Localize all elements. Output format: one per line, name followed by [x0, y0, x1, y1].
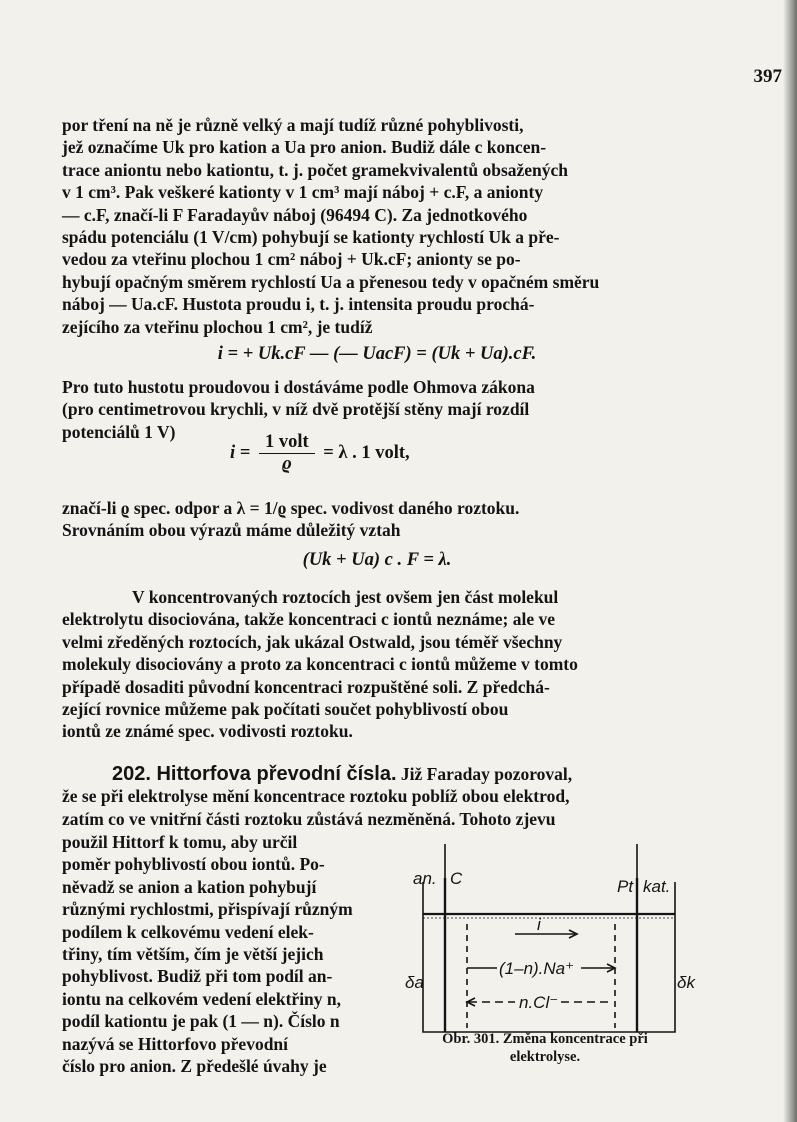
equation-lhs: i = — [230, 442, 251, 463]
label-anion: n.Cl⁻ — [519, 993, 559, 1012]
label-cathode: kat. — [643, 877, 671, 896]
text-line: podíl kationtu je pak (1 — n). Číslo n — [62, 1011, 340, 1032]
label-current: i — [537, 915, 541, 934]
text-line: použil Hittorf k tomu, aby určil — [62, 832, 298, 852]
label-anode: an. — [413, 869, 437, 888]
text-line: značí-li ϱ spec. odpor a λ = 1/ϱ spec. vodivost daného roztoku. — [62, 498, 520, 518]
text-line: por tření na ně je různě velký a mají tudíž různé pohyblivosti, — [62, 115, 524, 135]
fraction — [259, 432, 315, 475]
text-line: vedou za vteřinu plochou 1 cm² náboj + Uk.cF; anionty se po- — [62, 249, 521, 270]
text-line: v 1 cm³. Pak veškeré kationty v 1 cm³ mají náboj + c.F, a anionty — [62, 182, 544, 203]
text-line: zející rovnice můžeme pak počítati součet pohyblivostí obou — [62, 699, 509, 720]
text-line: případě dosaditi původní koncentraci rozpuštěné soli. Z předchá- — [62, 676, 550, 697]
fraction-numerator: 1 volt — [259, 432, 315, 454]
text-line: něvadž se anion a kation pohybují — [62, 876, 317, 897]
equation-ohm-law — [230, 432, 530, 475]
text-line: zejícího za vteřinu plochou 1 cm², je tudíž — [62, 316, 373, 337]
text-line: Pro tuto hustotu proudovou i dostáváme podle Ohmova zákona — [62, 377, 535, 397]
section-intro: Již Faraday pozoroval, — [400, 764, 573, 784]
paragraph-dissociation — [62, 586, 692, 743]
caption-line: elektrolyse. — [509, 1049, 581, 1065]
page-number: 397 — [753, 66, 782, 87]
text-line: jež označíme Uk pro kation a Ua pro anion. Budiž dále c koncen- — [62, 137, 547, 158]
text-line: trace aniontu nebo kationtu, t. j. počet gramekvivalentů obsažených — [62, 159, 569, 180]
equation-relation: (Uk + Ua) c . F = λ. — [302, 550, 452, 570]
label-carbon: C — [450, 869, 463, 888]
text-line: že se při elektrolyse mění koncentrace roztoku poblíž obou elektrod, — [62, 786, 570, 807]
section-title: 202. Hittorfova převodní čísla. — [112, 763, 397, 785]
caption-line: Obr. 301. Změna koncentrace při — [442, 1031, 648, 1047]
text-line: velmi zředěných roztocích, jak ukázal Ostwald, jsou téměř všechny — [62, 631, 563, 652]
text-line: zatím co ve vnitřní části roztoku zůstává nezměněná. Tohoto zjevu — [62, 808, 556, 829]
paragraph-conductivity — [62, 497, 692, 542]
label-platinum: Pt — [617, 877, 634, 896]
fraction-denominator: ϱ — [281, 454, 292, 474]
text-line: V koncentrovaných roztocích jest ovšem jen část molekul — [132, 587, 559, 607]
text-line: pohyblivost. Budiž při tom podíl an- — [62, 966, 333, 987]
text-line: molekuly disociovány a proto za koncentraci c iontů můžeme v tomto — [62, 654, 578, 675]
text-line: nazývá se Hittorfovo převodní — [62, 1033, 289, 1054]
label-delta-cathode: δk — [677, 973, 695, 992]
text-line: Srovnáním obou výrazů máme důležitý vztah — [62, 520, 401, 541]
equation-rhs: = λ . 1 volt, — [323, 442, 410, 463]
text-line: různými rychlostmi, přispívají různým — [62, 899, 353, 920]
text-line: náboj — Ua.cF. Hustota proudu i, t. j. intensita proudu prochá- — [62, 294, 535, 315]
section-202 — [62, 763, 692, 830]
figure-caption — [405, 1030, 685, 1066]
text-line: elektrolytu disociována, takže koncentraci c iontů neznáme; ale ve — [62, 609, 556, 630]
text-line: číslo pro anion. Z předešlé úvahy je — [62, 1056, 327, 1077]
text-line: hybují opačným směrem rychlostí Ua a přenesou tedy v opačném směru — [62, 271, 600, 292]
text-line: poměr pohyblivostí obou iontů. Po- — [62, 854, 325, 875]
text-line: — c.F, značí-li F Faradayův náboj (96494 C). Za jednotkového — [62, 204, 528, 225]
column-text — [62, 831, 400, 1077]
text-line: (pro centimetrovou krychli, v níž dvě protější stěny mají rozdíl — [62, 399, 530, 420]
text-line: třiny, tím větším, čím je větší jejich — [62, 944, 324, 965]
page-edge-shadow — [783, 0, 797, 1122]
text-line: podílem k celkovému vedení elek- — [62, 921, 314, 942]
text-line: iontu na celkovém vedení elektřiny n, — [62, 988, 342, 1009]
text-line: iontů ze známé spec. vodivosti roztoku. — [62, 721, 353, 742]
section-heading-line — [62, 763, 692, 785]
label-cation: (1–n).Na⁺ — [499, 959, 575, 978]
text-line: potenciálů 1 V) — [62, 421, 176, 442]
paragraph-mobility — [62, 114, 692, 338]
label-delta-anode: δa — [405, 973, 424, 992]
equation-current-density: i = + Uk.cF — (— UacF) = (Uk + Ua).cF. — [217, 344, 537, 364]
text-line: spádu potenciálu (1 V/cm) pohybují se kationty rychlostí Uk a pře- — [62, 227, 560, 248]
